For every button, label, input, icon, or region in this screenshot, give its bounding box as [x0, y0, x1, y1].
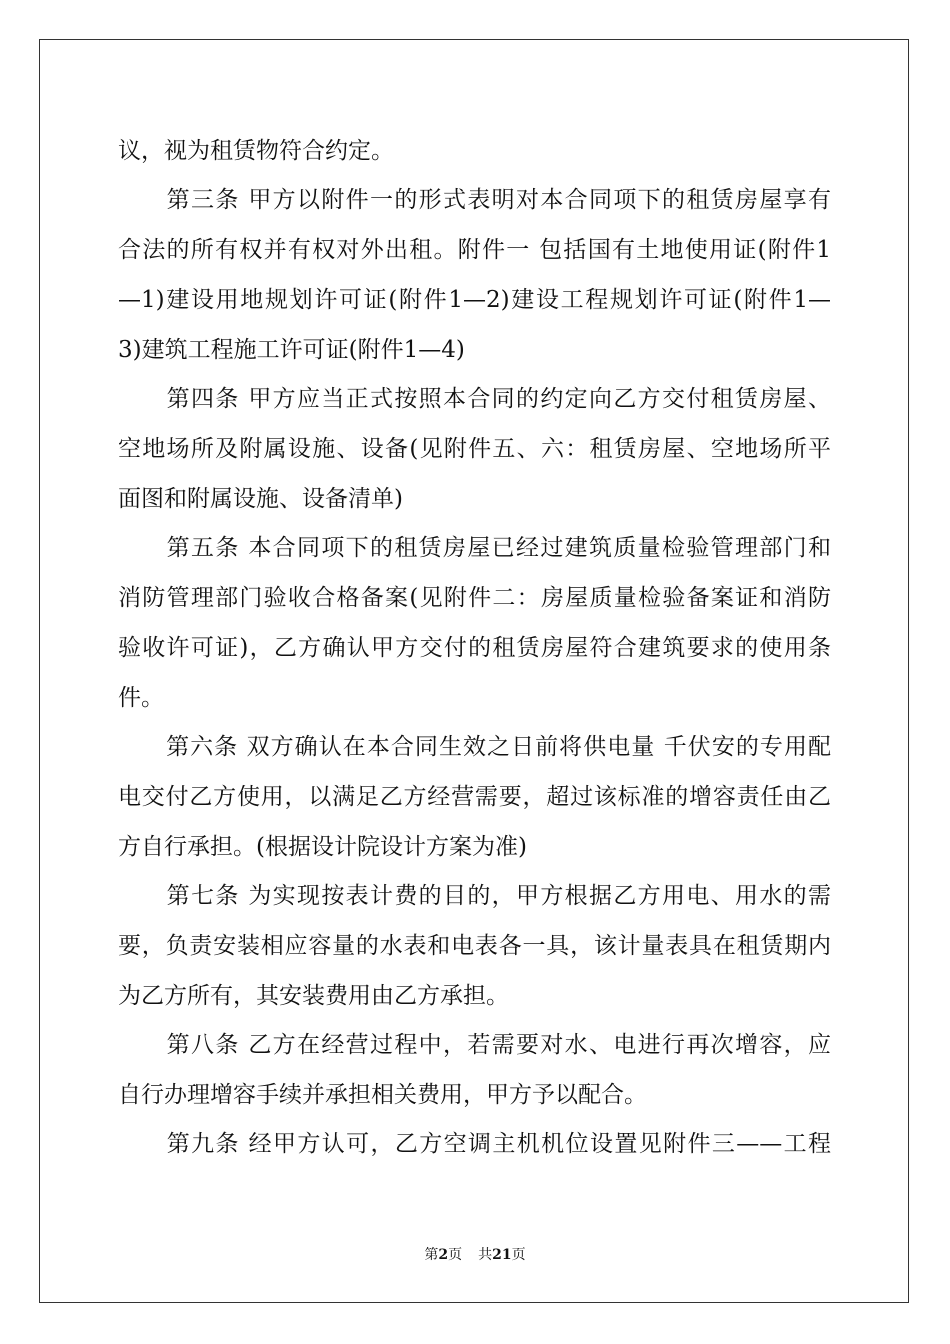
footer-page-number: 2: [438, 1247, 449, 1263]
document-body: [118, 0, 831, 1344]
page-footer: [0, 1244, 950, 1264]
text-line: 3)建筑工程施工许可证(附件1—4): [118, 337, 465, 363]
text-line: 第七条 为实现按表计费的目的，甲方根据乙方用电、用水的需: [118, 883, 831, 909]
text-line: 电交付乙方使用，以满足乙方经营需要，超过该标准的增容责任由乙: [118, 784, 831, 810]
text-line: 面图和附属设施、设备清单): [118, 486, 403, 512]
text-line: 第九条 经甲方认可，乙方空调主机机位设置见附件三——工程: [118, 1131, 831, 1157]
text-line: 验收许可证)，乙方确认甲方交付的租赁房屋符合建筑要求的使用条: [118, 635, 831, 661]
footer-total-suffix: 页: [511, 1247, 526, 1263]
text-line: 第八条 乙方在经营过程中，若需要对水、电进行再次增容，应: [118, 1032, 831, 1058]
text-line: 要，负责安装相应容量的水表和电表各一具，该计量表具在租赁期内: [118, 933, 831, 959]
text-line: 合法的所有权并有权对外出租。附件一 包括国有土地使用证(附件1: [118, 237, 831, 263]
text-line: 自行办理增容手续并承担相关费用，甲方予以配合。: [118, 1082, 647, 1108]
text-line: 消防管理部门验收合格备案(见附件二：房屋质量检验备案证和消防: [118, 585, 831, 611]
text-line: 空地场所及附属设施、设备(见附件五、六：租赁房屋、空地场所平: [118, 436, 831, 462]
footer-total-number: 21: [492, 1247, 512, 1263]
text-line: 议，视为租赁物符合约定。: [118, 138, 394, 164]
footer-page-prefix: 第: [424, 1247, 439, 1263]
text-line: 为乙方所有，其安装费用由乙方承担。: [118, 983, 509, 1009]
text-line: 第三条 甲方以附件一的形式表明对本合同项下的租赁房屋享有: [118, 187, 831, 213]
text-line: —1)建设用地规划许可证(附件1—2)建设工程规划许可证(附件1—: [118, 287, 831, 313]
text-line: 方自行承担。(根据设计院设计方案为准): [118, 834, 527, 860]
footer-page-suffix: 页: [448, 1247, 463, 1263]
text-line: 第六条 双方确认在本合同生效之日前将供电量 千伏安的专用配: [118, 734, 831, 760]
text-line: 第四条 甲方应当正式按照本合同的约定向乙方交付租赁房屋、: [118, 386, 831, 412]
text-line: 第五条 本合同项下的租赁房屋已经过建筑质量检验管理部门和: [118, 535, 831, 561]
footer-total-prefix: 共: [478, 1247, 493, 1263]
text-line: 件。: [118, 685, 164, 711]
